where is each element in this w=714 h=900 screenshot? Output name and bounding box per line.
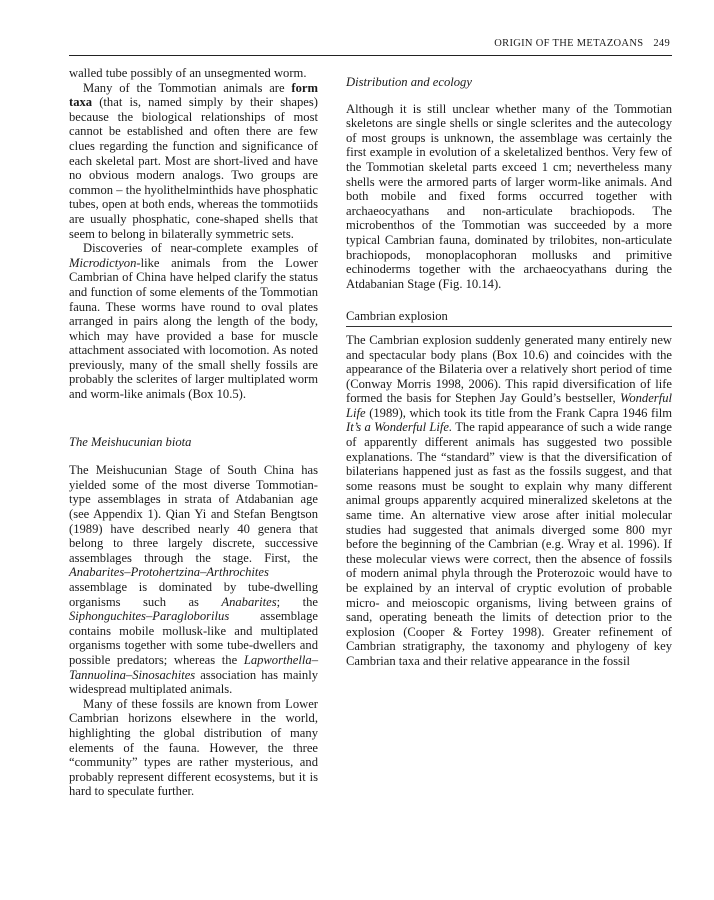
italic-term: It’s a Wonderful Life. — [346, 420, 453, 435]
text-run: assemblage is dominated by tube-dwelling organisms such as — [69, 580, 318, 609]
italic-term: Siphonguchites–Paragloborilus — [69, 609, 230, 624]
italic-term: Anabarites — [221, 594, 277, 609]
italic-term: Microdictyon — [69, 255, 137, 270]
left-column — [69, 66, 318, 799]
italic-term: Wonderful Life — [346, 391, 672, 420]
section-heading-cambrian-explosion: Cambrian explosion — [346, 309, 672, 327]
page-number: 249 — [653, 38, 670, 49]
text-run: association has mainly widespread multiplated animals. — [69, 667, 318, 697]
section-heading-meishucunian: The Meishucunian biota — [69, 434, 192, 449]
text-run: -like animals from the Lower Cambrian of China have helped clarify the status and function of some elements of the Tommotian fauna. These worms have round to oval plates arranged in pairs along the length of the body, which may have provided a base for muscle attachment associated with locomotion. As noted previously, many of the small shelly fossils are probably the sclerites of larger multiplated worm and worm-like animals (Box 10.5). — [69, 255, 318, 402]
italic-term: Anabarites–Protohertzina–Arthrochites — [69, 565, 269, 580]
paragraph-microdictyon — [69, 241, 318, 402]
bold-term: form taxa — [69, 80, 318, 110]
text-run: Many of the Tommotian animals are — [83, 80, 292, 95]
text-run: (that is, named simply by their shapes) because the biological relationships of most cannot be established and often there are few clues regarding the function and significance of each skeletal part. Most are short-lived and have no obvious modern analogs. Two groups are common – the hyolithelminthids have phosphatic tubes, open at both ends, whereas the tommotiids are usually phosphatic, cone-shaped shells that seem to belong in bilaterally symmetric sets. — [69, 95, 318, 241]
paragraph-form-taxa — [69, 81, 318, 242]
paragraph-distribution: Although it is still unclear whether many of the Tommotian skeletons are single shells or single sclerites and the autecology of most groups is unknown, the assemblage was certainly the first example in evolution of a skeletalized benthos. Very few of the Tommotian skeletal parts exceed 1 cm; nevertheless many shells were the armored parts of larger worm-like animals. And both mobile and fixed forms occurred together with archaeocyathans and non-articulate brachiopods. The microbenthos of the Tommotian was succeeded by a more typical Cambrian fauna, dominated by trilobites, non-articulate brachiopods, monoplacophoran mollusks and primitive echinoderms together with the archaeocyathans during the Atdabanian Stage (Fig. 10.14). — [346, 101, 672, 291]
italic-term: Lapworthella–Tannuolina–Sinosachites — [69, 652, 318, 682]
paragraph-meishucunian — [69, 463, 318, 697]
text-run: (1989), which took its title from the Frank Capra 1946 film — [365, 405, 672, 420]
text-run: The Meishucunian Stage of South China has yielded some of the most diverse Tommotian-type assemblages in strata of Atdabanian age (see Appendix 1). Qian Yi and Stefan Bengtson (1989) have described nearly 40 genera that belong to three largely discrete, successive assemblages through the stage. First, the — [69, 463, 318, 565]
paragraph-cambrian-explosion — [346, 333, 672, 669]
header-rule — [69, 55, 672, 56]
paragraph-global-distribution: Many of these fossils are known from Lower Cambrian horizons elsewhere in the world, highlighting the global distribution of many elements of the fauna. However, the three “community” types are rather mysterious, and probably represent different ecosystems, but it is hard to speculate further. — [69, 696, 318, 799]
header-title: ORIGIN OF THE METAZOANS — [494, 38, 644, 49]
paragraph-continuation: walled tube possibly of an unsegmented worm. — [69, 66, 307, 80]
text-run: The Cambrian explosion suddenly generated many entirely new and spectacular body plans (Box 10.6) and coincides with the appearance of the Bilateria over a relatively short period of time (Conway Morris 1998, 2006). This rapid diversification of life formed the basis for Stephen Jay Gould’s bestseller, — [346, 332, 672, 406]
section-heading-distribution: Distribution and ecology — [346, 75, 472, 89]
text-run: assemblage contains mobile mollusk-like and multiplated organisms together with some tube-dwellers and possible predators; whereas the — [69, 609, 318, 667]
text-run: Discoveries of near-complete examples of — [83, 241, 318, 256]
right-column — [346, 66, 672, 669]
running-header — [494, 38, 670, 49]
text-run: The rapid appearance of such a wide range of apparently different animals has suggested two possible explanations. The “standard” view is that the diversification of bilaterians happened just as fast as the fossils suggest, and that some reasons must be sought to explain why many different animal groups apparently acquired mineralized skeletons at the same time. An alternative view arose after initial molecular studies had suggested that animals diverged some 800 myr before the beginning of the Cambrian (e.g. Wray et al. 1996). If these molecular views were correct, then the absence of fossils of modern animal phyla through the Proterozoic would have to be explained by an interval of cryptic evolution of probable micro- and meioscopic organisms, living between grains of sand, operating beneath the limits of detection prior to the explosion (Cooper & Fortey 1998). Greater refinement of Cambrian stratigraphy, the taxonomy and phylogeny of key Cambrian taxa and their relative appearance in the fossil — [346, 420, 673, 668]
text-run: ; the — [276, 594, 318, 609]
